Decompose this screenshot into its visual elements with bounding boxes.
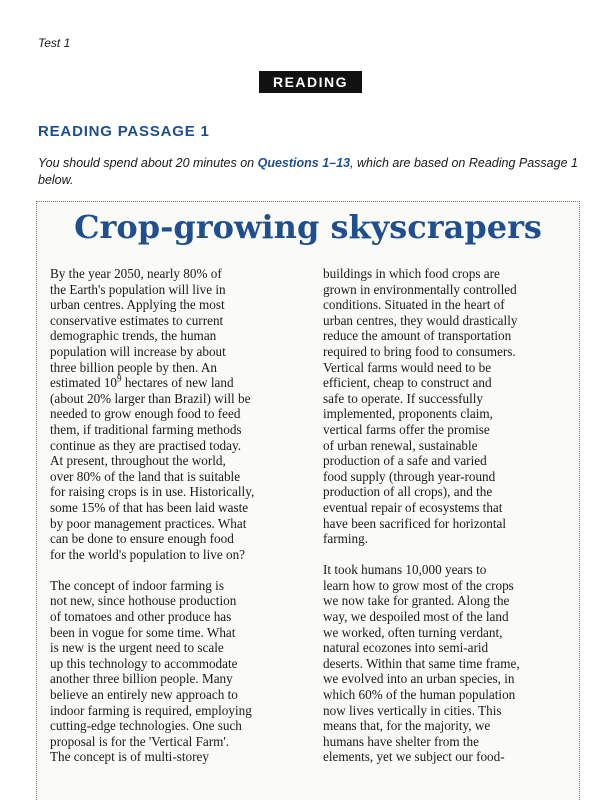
passage-line: required to bring food to consumers. <box>323 343 516 359</box>
passage-line: buildings in which food crops are <box>323 266 500 281</box>
passage-line: have been sacrificed for horizontal <box>323 515 507 531</box>
passage-line: them, if traditional farming methods <box>50 421 242 437</box>
passage-column-left <box>50 266 300 765</box>
questions-reference: Questions 1–13 <box>257 156 351 170</box>
passage-line: demographic trends, the human <box>50 328 217 344</box>
passage-line: safe to operate. If successfully <box>323 390 484 406</box>
passage-line: The concept of indoor farming is <box>50 577 224 593</box>
passage-line: three billion people by then. An <box>50 359 218 375</box>
passage-column-right <box>323 266 573 765</box>
passage-line: for the world's population to live on? <box>50 546 246 562</box>
passage-line: urban centres. Applying the most <box>50 297 225 313</box>
passage-line: up this technology to accommodate <box>50 655 238 671</box>
passage-line: reduce the amount of transportation <box>323 328 512 344</box>
passage-line: for raising crops is in use. Historically, <box>50 484 255 500</box>
passage-line: we now take for granted. Along the <box>323 593 510 609</box>
passage-line: It took humans 10,000 years to <box>323 562 487 578</box>
passage-line: believe an entirely new approach to <box>50 687 238 703</box>
paragraph-break <box>323 547 573 563</box>
passage-line: indoor farming is required, employing <box>50 702 252 718</box>
passage-line: we worked, often turning verdant, <box>323 624 503 640</box>
instruction-text <box>38 155 578 189</box>
passage-line: population will increase by about <box>50 343 226 359</box>
passage-line: way, we despoiled most of the land <box>323 609 509 625</box>
passage-line: cutting-edge technologies. One such <box>50 718 242 734</box>
exponent: 9 <box>117 373 122 384</box>
passage-line: by poor management practices. What <box>50 515 247 531</box>
passage-line: conservative estimates to current <box>50 312 224 328</box>
passage-line: urban centres, they would drastically <box>323 312 518 328</box>
passage-line: Vertical farms would need to be <box>323 359 492 375</box>
instruction-suffix: , which are based on Reading Passage 1 below. <box>38 156 578 187</box>
passage-line: eventual repair of ecosystems that <box>323 499 503 515</box>
passage-line: means that, for the majority, we <box>323 718 491 734</box>
passage-line: some 15% of that has been laid waste <box>50 499 249 515</box>
paragraph-break <box>50 562 300 578</box>
passage-line: of tomatoes and other produce has <box>50 609 232 625</box>
passage-line: implemented, proponents claim, <box>323 406 493 422</box>
passage-line: the Earth's population will live in <box>50 281 226 297</box>
passage-line: By the year 2050, nearly 80% of <box>50 266 222 281</box>
passage-line: production of all crops), and the <box>323 484 493 500</box>
passage-line: not new, since hothouse production <box>50 593 237 609</box>
passage-line: can be done to ensure enough food <box>50 531 234 547</box>
passage-line: continue as they are practised today. <box>50 437 242 453</box>
passage-line: learn how to grow most of the crops <box>323 577 514 593</box>
passage-line: farming. <box>323 531 369 547</box>
passage-line: which 60% of the human population <box>323 687 516 703</box>
passage-line: over 80% of the land that is suitable <box>50 468 241 484</box>
passage-line: production of a safe and varied <box>323 453 487 469</box>
passage-line: now lives vertically in cities. This <box>323 702 502 718</box>
passage-line: food supply (through year-round <box>323 468 496 484</box>
passage-line: grown in environmentally controlled <box>323 281 517 297</box>
passage-line: efficient, cheap to construct and <box>323 375 492 391</box>
passage-line: needed to grow enough food to feed <box>50 406 241 422</box>
passage-line: of urban renewal, sustainable <box>323 437 478 453</box>
passage-line: is new is the urgent need to scale <box>50 640 224 656</box>
passage-line: vertical farms offer the promise <box>323 421 490 437</box>
passage-line: deserts. Within that same time frame, <box>323 655 520 671</box>
passage-line: (about 20% larger than Brazil) will be <box>50 390 251 406</box>
passage-line: another three billion people. Many <box>50 671 233 687</box>
passage-line: proposal is for the 'Vertical Farm'. <box>50 733 230 749</box>
page-label: Test 1 <box>38 36 71 50</box>
passage-line: At present, throughout the world, <box>50 453 226 469</box>
passage-line: been in vogue for some time. What <box>50 624 236 640</box>
passage-line: elements, yet we subject our food- <box>323 749 505 765</box>
passage-line: The concept is of multi-storey <box>50 749 209 765</box>
passage-line: we evolved into an urban species, in <box>323 671 515 687</box>
passage-line: conditions. Situated in the heart of <box>323 297 505 313</box>
passage-title: Crop-growing skyscrapers <box>74 208 542 246</box>
passage-line: natural ecozones into semi-arid <box>323 640 489 656</box>
passage-heading: READING PASSAGE 1 <box>38 123 210 140</box>
section-badge: READING <box>259 71 362 93</box>
instruction-prefix: You should spend about 20 minutes on <box>38 156 258 170</box>
passage-line: estimated $10^9$ hectares of new land <box>50 373 234 391</box>
passage-line: humans have shelter from the <box>323 733 480 749</box>
